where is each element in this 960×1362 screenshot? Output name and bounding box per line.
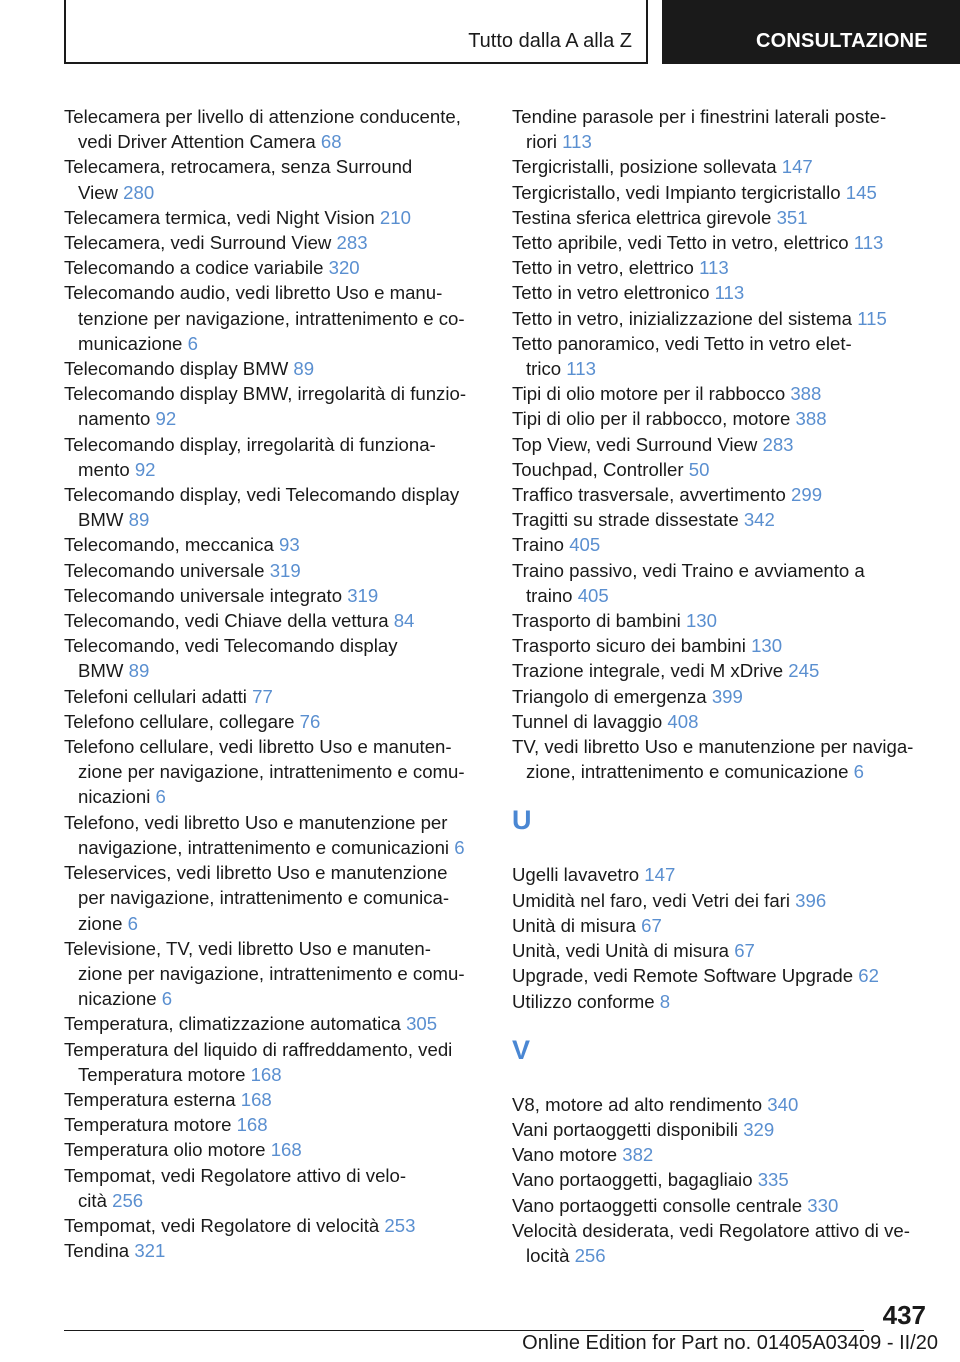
index-entry-text: cità (78, 1189, 113, 1211)
index-entry (64, 583, 484, 608)
page-number: 437 (882, 1300, 926, 1330)
index-entry (64, 558, 484, 583)
index-entry (512, 432, 932, 457)
index-entry (64, 255, 484, 280)
index-entry-text: Trazione integrale, vedi M xDrive (512, 660, 789, 682)
index-entry (512, 989, 932, 1014)
page-reference-link[interactable]: 6 (127, 912, 138, 934)
page-reference-link[interactable]: 340 (767, 1093, 799, 1115)
page-reference-link[interactable]: 113 (714, 282, 745, 304)
page-reference-link[interactable]: 147 (781, 156, 813, 178)
index-entry (64, 1037, 484, 1087)
index-entry-text: Tetto in vetro elettronico (512, 282, 715, 304)
index-column-left (64, 104, 484, 1263)
page-reference-link[interactable]: 92 (134, 458, 156, 480)
index-entry-text: Tetto in vetro, inizializzazione del sistema (512, 307, 858, 329)
page-reference-link[interactable]: 253 (384, 1214, 416, 1236)
index-entry (64, 709, 484, 734)
index-entry (512, 255, 932, 280)
index-entry (512, 532, 932, 557)
index-entry-text: TV, vedi libretto Uso e manutenzione per naviga- (512, 736, 914, 758)
index-entry (512, 280, 932, 305)
index-entry-text: Unità di misura (512, 914, 642, 936)
index-entry (512, 633, 932, 658)
index-entry-text: tenzione per navigazione, intrattenimento e co- (78, 307, 465, 329)
index-entry-text: Vano portaoggetti consolle centrale (512, 1194, 808, 1216)
page-reference-link[interactable]: 113 (562, 131, 592, 153)
index-entry-text: Tragitti su strade dissestate (512, 509, 744, 531)
index-entry-text: Telecomando display, irregolarità di funziona- (64, 433, 436, 455)
index-entry-text: zione per navigazione, intrattenimento e comu- (78, 761, 465, 783)
index-entry-text: Telecomando a codice variabile (64, 257, 329, 279)
index-entry-text: Traino passivo, vedi Traino e avviamento a (512, 559, 865, 581)
index-entry (64, 734, 484, 810)
page-reference-link[interactable]: 6 (454, 836, 465, 858)
index-entry-text: Telecomando audio, vedi libretto Uso e manu- (64, 282, 443, 304)
index-entry-text: Telecamera per livello di attenzione conducente, (64, 106, 461, 127)
index-entry (512, 913, 932, 938)
page-reference-link[interactable]: 319 (269, 559, 301, 581)
index-entry-text: trico (526, 358, 567, 380)
index-entry-text: Unità, vedi Unità di misura (512, 940, 735, 962)
page-reference-link[interactable]: 299 (791, 484, 823, 506)
page-reference-link[interactable]: 76 (299, 710, 321, 732)
index-entry (512, 684, 932, 709)
index-entry-text: Temperatura, climatizzazione automatica (64, 1013, 407, 1035)
index-entry (64, 381, 484, 431)
index-entry-text: Vani portaoggetti disponibili (512, 1118, 744, 1140)
index-entry-text: riori (526, 131, 563, 153)
page-reference-link[interactable]: 6 (161, 988, 173, 1010)
page-reference-link[interactable]: 280 (123, 181, 155, 203)
page-reference-link[interactable]: 283 (762, 433, 794, 455)
index-entry-text: Tergicristalli, posizione sollevata (512, 156, 782, 178)
header-section-box (64, 0, 648, 64)
index-entry (512, 862, 932, 887)
page-reference-link[interactable]: 113 (699, 257, 729, 279)
index-entry-text: Tergicristallo, vedi Impianto tergicristallo (512, 181, 846, 203)
page-reference-link[interactable]: 399 (711, 685, 743, 707)
page-reference-link[interactable]: 89 (128, 660, 150, 682)
index-entry-text: Temperatura esterna (64, 1088, 241, 1110)
index-entry-text: Ugelli lavavetro (512, 864, 645, 886)
index-entry (64, 432, 484, 482)
index-entry (64, 1163, 484, 1213)
index-entry-text: Upgrade, vedi Remote Software Upgrade (512, 965, 859, 987)
index-entry (512, 608, 932, 633)
page-reference-link[interactable]: 89 (128, 509, 150, 531)
index-entry-text: BMW (78, 509, 129, 531)
index-entry-text: Telefono cellulare, vedi libretto Uso e manuten- (64, 736, 452, 758)
page-reference-link[interactable]: 319 (347, 584, 379, 606)
index-entry (512, 180, 932, 205)
page-reference-link[interactable]: 210 (379, 206, 411, 228)
index-entry (512, 658, 932, 683)
page-reference-link[interactable]: 168 (250, 1063, 282, 1085)
index-entry-text: Utilizzo conforme (512, 990, 660, 1012)
index-entry (512, 381, 932, 406)
page-reference-link[interactable]: 330 (807, 1194, 839, 1216)
index-entry-text: navigazione, intrattenimento e comunicazioni (78, 836, 455, 858)
index-entry (64, 860, 484, 936)
index-entry (512, 507, 932, 532)
index-entry-text: namento (78, 408, 156, 430)
index-entry-text: Televisione, TV, vedi libretto Uso e manuten- (64, 937, 431, 959)
index-entry (512, 1193, 932, 1218)
page-reference-link[interactable]: 68 (320, 131, 342, 153)
index-entry (512, 331, 932, 381)
index-entry (64, 230, 484, 255)
index-entry (64, 1011, 484, 1036)
index-entry (512, 230, 932, 255)
index-entry-text: Telefoni cellulari adatti (64, 685, 253, 707)
page-reference-link[interactable]: 147 (644, 864, 676, 886)
index-entry-text: BMW (78, 660, 129, 682)
footer-divider (64, 1330, 864, 1331)
index-entry-text: Tendina (64, 1240, 135, 1262)
index-entry (64, 684, 484, 709)
page-reference-link[interactable]: 256 (574, 1244, 606, 1266)
index-entry-text: Testina sferica elettrica girevole (512, 206, 777, 228)
index-entry (64, 1112, 484, 1137)
index-entry-text: nicazione (78, 988, 162, 1010)
index-entry-text: Temperatura motore (78, 1063, 251, 1085)
index-letter-heading: U (512, 805, 532, 836)
index-entry-text: nicazioni (78, 786, 156, 808)
index-entry (512, 1218, 932, 1268)
index-entry-text: Telecomando universale integrato (64, 584, 348, 606)
page-reference-link[interactable]: 62 (858, 965, 879, 987)
index-entry-text: mento (78, 458, 135, 480)
page-reference-link[interactable]: 335 (757, 1169, 789, 1191)
index-entry-text: Temperatura olio motore (64, 1139, 271, 1161)
page-reference-link[interactable]: 67 (734, 940, 755, 962)
index-entry (64, 482, 484, 532)
page-reference-link[interactable]: 405 (569, 534, 601, 556)
page-reference-link[interactable]: 342 (743, 509, 775, 531)
index-entry-text: locità (526, 1244, 575, 1266)
index-entry-text: Traffico trasversale, avvertimento (512, 484, 792, 506)
index-entry (512, 406, 932, 431)
index-entry (512, 1167, 932, 1192)
index-entry (64, 936, 484, 1012)
index-entry (512, 1142, 932, 1167)
page-reference-link[interactable]: 145 (845, 181, 877, 203)
index-entry-text: zione (78, 912, 128, 934)
index-entry-text: Telecamera, vedi Surround View (64, 232, 337, 254)
chapter-tab-label: CONSULTAZIONE (756, 30, 928, 52)
page-reference-link[interactable]: 283 (336, 232, 368, 254)
index-entry-text: zione per navigazione, intrattenimento e comu- (78, 962, 465, 984)
index-entry-text: zione, intrattenimento e comunicazione (526, 761, 854, 783)
page-reference-link[interactable]: 405 (577, 584, 609, 606)
index-entry-text: municazione (78, 332, 188, 354)
index-entry-text: V8, motore ad alto rendimento (512, 1093, 768, 1115)
index-entry-text: Traino (512, 534, 570, 556)
page-reference-link[interactable]: 6 (187, 332, 198, 354)
index-entry-text: Temperatura del liquido di raffreddamento, vedi (64, 1038, 453, 1060)
footer-edition: Online Edition for Part no. 01405A03409 - II/20 (522, 1332, 938, 1354)
index-entry-text: Telefono cellulare, collegare (64, 710, 300, 732)
index-entry (512, 154, 932, 179)
page-reference-link[interactable]: 245 (788, 660, 820, 682)
index-entry-text: View (78, 181, 124, 203)
index-entry (512, 888, 932, 913)
page-reference-link[interactable]: 115 (857, 307, 887, 329)
index-entry-text: Telecomando, vedi Telecomando display (64, 635, 398, 657)
index-entry-text: Vano motore (512, 1144, 623, 1166)
index-entry-text: Touchpad, Controller (512, 458, 689, 480)
index-entry (64, 1087, 484, 1112)
index-entry (64, 608, 484, 633)
page-reference-link[interactable]: 92 (155, 408, 177, 430)
page-reference-link[interactable]: 84 (393, 610, 415, 632)
index-entry (64, 633, 484, 683)
index-entry-text: Telecomando, vedi Chiave della vettura (64, 610, 394, 632)
index-entry (64, 532, 484, 557)
index-entry-text: Telecomando display BMW (64, 358, 294, 380)
index-entry-text: Top View, vedi Surround View (512, 433, 763, 455)
index-entry-text: Tipi di olio motore per il rabbocco (512, 383, 791, 405)
index-entry (512, 104, 932, 154)
index-entry (64, 810, 484, 860)
index-entry (64, 356, 484, 381)
page-reference-link[interactable]: 408 (667, 710, 699, 732)
index-entry-text: traino (526, 584, 578, 606)
index-entry (512, 938, 932, 963)
index-entry-text: Trasporto sicuro dei bambini (512, 635, 752, 657)
page-reference-link[interactable]: 168 (270, 1139, 302, 1161)
index-entry-text: Telefono, vedi libretto Uso e manutenzione per (64, 811, 448, 833)
page-reference-link[interactable]: 396 (795, 889, 827, 911)
index-entry-text: per navigazione, intrattenimento e comunica- (78, 887, 450, 909)
index-entry (512, 963, 932, 988)
index-entry (64, 280, 484, 356)
index-entry (64, 205, 484, 230)
index-letter-heading: V (512, 1034, 531, 1065)
index-entry-text: Tipi di olio per il rabbocco, motore (512, 408, 796, 430)
index-entry-text: Tempomat, vedi Regolatore attivo di velo- (64, 1164, 407, 1186)
index-entry-text: vedi Driver Attention Camera (78, 131, 321, 153)
page-reference-link[interactable]: 320 (328, 257, 360, 279)
page-reference-link[interactable]: 6 (155, 786, 166, 808)
index-entry (512, 734, 932, 784)
index-entry (512, 1092, 932, 1117)
page-reference-link[interactable]: 113 (566, 358, 596, 380)
page-reference-link[interactable]: 6 (853, 761, 864, 783)
index-entry-text: Velocità desiderata, vedi Regolatore attivo di ve- (512, 1219, 910, 1241)
index-entry (512, 306, 932, 331)
index-entry-text: Tetto apribile, vedi Tetto in vetro, elettrico (512, 232, 854, 254)
index-entry (512, 457, 932, 482)
index-entry (64, 1137, 484, 1162)
index-entry-text: Telecomando display, vedi Telecomando display (64, 484, 460, 506)
page-reference-link[interactable]: 113 (853, 232, 884, 254)
index-entry-text: Telecomando universale (64, 559, 270, 581)
index-entry-text: Tunnel di lavaggio (512, 710, 668, 732)
index-entry-text: Teleservices, vedi libretto Uso e manutenzione (64, 862, 448, 884)
index-entry-text: Telecomando display BMW, irregolarità di funzio- (64, 383, 467, 405)
page-reference-link[interactable]: 77 (252, 685, 273, 707)
page-reference-link[interactable]: 382 (622, 1144, 654, 1166)
page-reference-link[interactable]: 321 (134, 1240, 166, 1262)
index-entry-text: Temperatura motore (64, 1114, 237, 1136)
page-reference-link[interactable]: 388 (795, 408, 827, 430)
index-entry-text: Triangolo di emergenza (512, 685, 712, 707)
index-entry-text: Umidità nel faro, vedi Vetri dei fari (512, 889, 796, 911)
page-reference-link[interactable]: 168 (240, 1088, 272, 1110)
index-entry (64, 1213, 484, 1238)
index-entry (512, 205, 932, 230)
page-reference-link[interactable]: 93 (278, 534, 300, 556)
index-entry-text: Tendine parasole per i finestrini laterali poste- (512, 106, 887, 127)
index-entry-text: Trasporto di bambini (512, 610, 686, 632)
page-reference-link[interactable]: 329 (743, 1118, 775, 1140)
page-reference-link[interactable]: 8 (659, 990, 671, 1012)
index-entry (64, 104, 484, 154)
index-entry-text: Tempomat, vedi Regolatore di velocità (64, 1214, 385, 1236)
index-entry (512, 709, 932, 734)
index-entry-text: Telecamera termica, vedi Night Vision (64, 206, 380, 228)
section-title: Tutto dalla A alla Z (468, 30, 632, 52)
index-entry (512, 1117, 932, 1142)
index-entry-text: Tetto panoramico, vedi Tetto in vetro elet- (512, 332, 852, 354)
index-entry-text: Telecamera, retrocamera, senza Surround (64, 156, 413, 178)
page-reference-link[interactable]: 67 (641, 914, 662, 936)
index-entry-text: Telecomando, meccanica (64, 534, 279, 556)
index-column-right (512, 104, 932, 1268)
page-reference-link[interactable]: 168 (236, 1114, 268, 1136)
page-reference-link[interactable]: 130 (685, 610, 717, 632)
page-reference-link[interactable]: 351 (776, 206, 808, 228)
page-reference-link[interactable]: 89 (293, 358, 315, 380)
index-entry (512, 482, 932, 507)
page-reference-link[interactable]: 388 (790, 383, 822, 405)
index-entry-text: Vano portaoggetti, bagagliaio (512, 1169, 758, 1191)
index-entry (64, 154, 484, 204)
index-entry (64, 1238, 484, 1263)
page-reference-link[interactable]: 256 (112, 1189, 144, 1211)
page-reference-link[interactable]: 305 (406, 1013, 438, 1035)
index-entry-text: Tetto in vetro, elettrico (512, 257, 700, 279)
index-entry (512, 558, 932, 608)
page-reference-link[interactable]: 50 (688, 458, 710, 480)
page-reference-link[interactable]: 130 (751, 635, 783, 657)
